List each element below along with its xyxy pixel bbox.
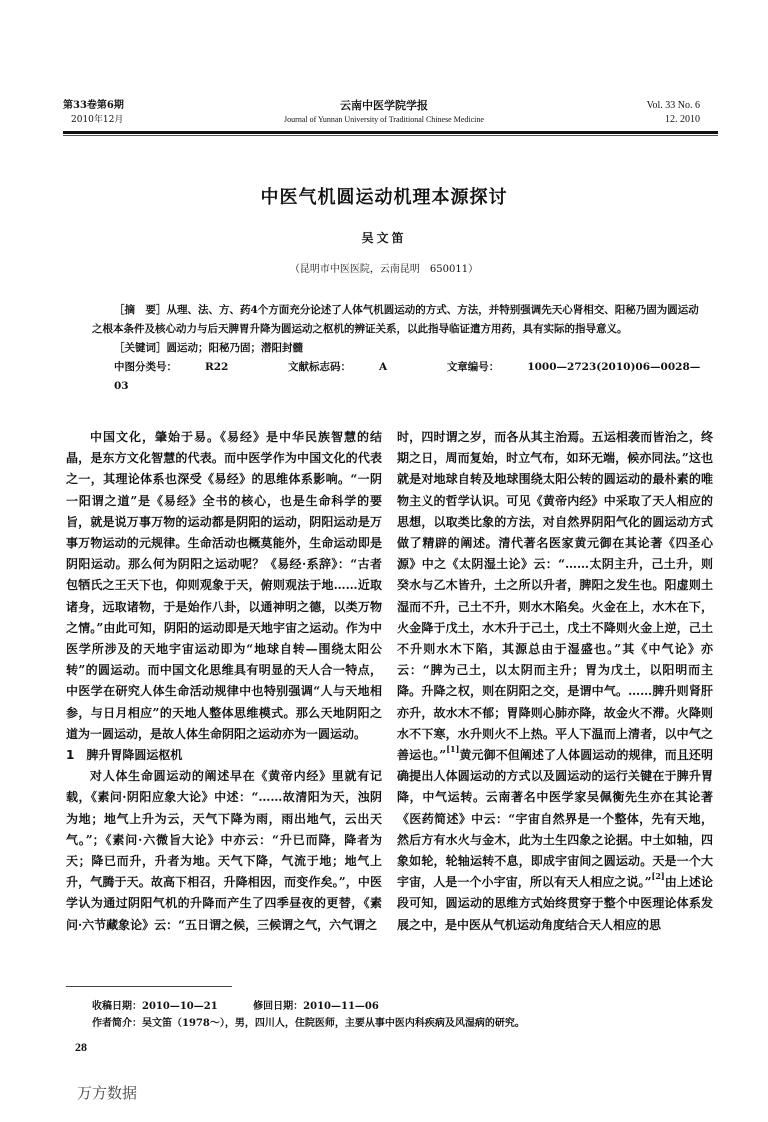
clc-label: 中图分类号： [114,361,177,373]
issue-date-en: 12. 2010 [665,114,700,125]
clc-field [114,361,256,373]
body-paragraph [397,427,713,936]
doc-code-value: A [379,361,388,373]
article-no-label: 文章编号： [446,361,500,373]
body-paragraph: 中国文化，肇始于易。《易经》是中华民族智慧的结晶，是东方文化智慧的代表。而中医学作为中国文化的代表之一，其理论体系也深受《易经》的思维体系影响。“一阴一阳谓之道”是《易经》全书的核心，也是生命科学的要旨，就是说万事万物的运动都是阴阳的运动，阴阳运动是万事万物运动的元规律。生命活动也概莫能外，生命运动即是阴阳运动。那么何为阴阳之运动呢？《易经·系辞》：“古者包牺氏之王天下也，仰则观象于天，俯则观法于地……近取诸身，远取诸物，于是始作八卦，以通神明之德，以类万物之情。”由此可知，阴阳的运动即是天地宇宙之运动。作为中医学所涉及的天地宇宙运动即为“地球自转—围绕太阳公转”的圆运动。而中国文化思维具有明显的天人合一特点，中医学在研究人体生命活动规律中也特别强调“人与天地相参，与日月相应”的天地人整体思维模式。那么天地阴阳之道为一圆运动，是故人体生命阴阳之运动亦为一圆运动。 [66,430,382,741]
dates-line [92,998,525,1015]
body-text: 黄元御不但阐述了人体圆运动的规律，而且还明确提出人体圆运动的方式以及圆运动的运行关键在于脾升胃降，中气运转。云南著名中医学家吴佩衡先生亦在其论著《医药简述》中云：“宇宙自然界是一个整体，先有天地，然后方有水火与金木，此为土生四象之论据。中土如轴，四象如轮，轮轴运转不息，即成宇宙间之圆运动。天是一个大宇宙，人是一个小宇宙，所以有天人相应之说。” [397,748,713,890]
citation-ref-1[interactable]: [1] [446,744,460,755]
received-label: 收稿日期： [92,1001,142,1012]
journal-name-cn: 云南中医学院学报 [340,99,428,112]
abstract-text-line1: 从理、法、方、药4个方面充分论述了人体气机圆运动的方式、方法，并特别强调先天心肾相 [166,304,594,316]
classification-line [92,358,704,396]
volume-issue: 第33卷第6期 [63,100,124,111]
article-title: 中医气机圆运动机理本源探讨 [260,187,508,208]
header-volume-en [647,99,700,127]
body-column-right [397,427,713,936]
doc-code-label: 文献标志码： [288,361,351,373]
bio-text: 吴文笛（1978～），男，四川人，住院医师，主要从事中医内科疾病及风湿病的研究。 [142,1018,525,1029]
revised-date [253,1001,379,1012]
abstract-label: ［摘 要］ [114,304,167,316]
body-text: 由上述论段可知，圆运动的思维方式始终贯穿于整个中医理论体系发展之中，是中医从气机运动角度结合天人相应的思 [397,875,713,932]
abstract-text-rest: 交、阳秘乃固为圆运动之根本条件及核心动力与后天脾胃升降为圆运动之枢机的辨证关系，以此指导临证遣方用药，具有实际的指导意义。 [92,304,699,335]
abstract-paragraph [92,301,704,339]
doc-code-field [288,361,415,373]
header-rule-thin [63,135,718,136]
author-affiliation: （昆明市中医医院，云南昆明 650011） [289,264,479,275]
header-rule [63,131,718,134]
watermark: 万方数据 [77,1084,138,1102]
author-bio [92,1015,525,1032]
keywords: 圆运动；阳秘乃固；潜阳封髓 [166,342,303,354]
volume-en: Vol. 33 No. 6 [646,100,700,111]
revised-value: 2010—11—06 [303,1001,379,1012]
received-value: 2010—10—21 [142,1001,218,1012]
page-number: 28 [75,1040,87,1054]
section-heading: 1 脾升胃降圆运枢机 [66,748,183,763]
issue-date-cn: 2010年12月 [71,115,124,125]
citation-ref-2[interactable]: [2] [651,871,665,882]
footnotes [92,998,525,1032]
bio-label: 作者简介： [92,1018,142,1029]
revised-label: 修回日期： [253,1001,304,1012]
clc-value: R22 [205,361,229,373]
keywords-line [92,339,704,358]
journal-name-en: Journal of Yunnan University of Traditional Chinese Medicine [284,115,484,124]
article-no-value: 1000—2723(2010)06—0028—03 [114,361,701,392]
footnote-rule [66,986,232,987]
keywords-label: ［关键词］ [114,342,167,354]
body-paragraph: 对人体生命圆运动的阐述早在《黄帝内经》里就有记载，《素问·阴阳应象大论》中述：“……故清阳为天，浊阴为地；地气上升为云，天气下降为雨，雨出地气，云出天气。”；《素问·六微旨大论》中亦云：“升已而降，降者为天；降已而升，升者为地。天气下降，气流于地；地气上升，气腾于天。故高下相召，升降相因，而变作矣。”，中医学认为通过阴阳气机的升降而产生了四季昼夜的更替，《素问·六节藏象论》云：“五日谓之候，三候谓之气，六气谓之 [66,769,382,932]
body-text: 时，四时谓之岁，而各从其主治焉。五运相袭而皆治之，终期之日，周而复始，时立气布，如环无端，候亦同法。”这也就是对地球自转及地球围绕太阳公转的圆运动的最朴素的唯物主义的哲学认识。可见《黄帝内经》中采取了天人相应的思想，以取类比象的方法，对自然界阴阳气化的圆运动方式做了精辟的阐述。清代著名医家黄元御在其论著《四圣心源》中之《太阴湿土论》云：“……太阴主升，己土升，则癸水与乙木皆升，土之所以升者，脾阳之发生也。阳虚则土湿而不升，己土不升，则水木陷矣。火金在上，水木在下，火金降于戊土，水木升于己土，戊土不降则火金上逆，己土不升则水木下陷，其源总由于湿盛也。”其《中气论》亦云：“脾为己土，以太阴而主升；胃为戊土，以阳明而主降。升降之权，则在阴阳之交，是谓中气。……脾升则肾肝亦升，故水木不郁；胃降则心肺亦降，故金火不滞。火降则水不下寒，水升则火不上热。平人下温而上清者，以中气之善运也。” [397,430,713,763]
body-column-left [66,427,382,936]
abstract-block [92,301,704,396]
article-author: 吴文笛 [361,231,407,245]
received-date [92,1001,218,1012]
